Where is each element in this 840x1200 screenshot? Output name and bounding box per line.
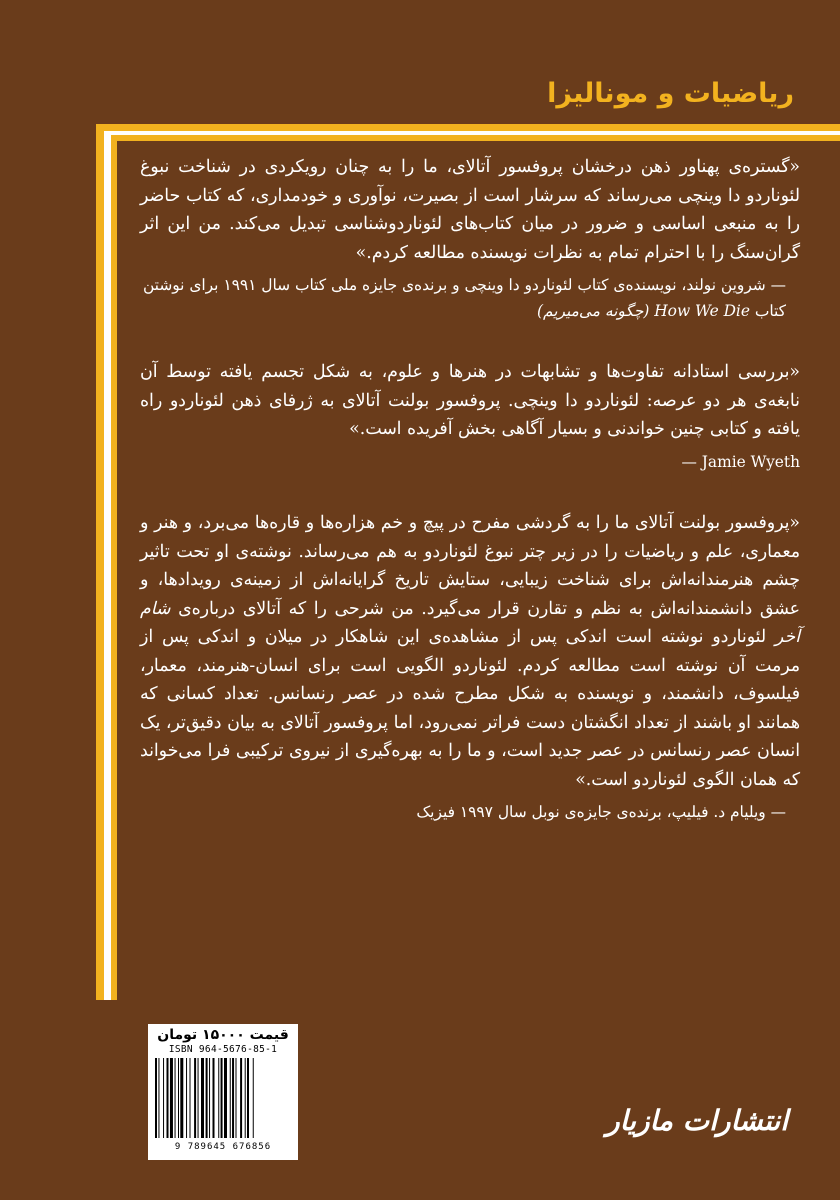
attribution-text: ویلیام د. فیلیپ، برنده‌ی جایزه‌ی نوبل سال ۱۹۹۷ فیزیک [416,803,766,821]
barcode-box [148,1024,298,1160]
frame-top-inner-gold-line [111,135,840,141]
attribution-text: Jamie Wyeth [701,452,800,471]
back-cover-blurbs [140,153,800,860]
blurb-quote: «گستره‌ی پهناور ذهن درخشان پروفسور آتالای، ما را به چنان رویکردی در شناخت نبوغ لئوناردو دا وینچی می‌رساند که سرشار است از بصیرت، نوآوری و خودمداری، که کتاب حاضر را به منبعی اساسی و ضرور در میان کتاب‌های لئوناردوشناسی تبدیل می‌کند. من این اثر گران‌سنگ را با احترام تمام به نظرات نویسنده مطالعه کردم.» [140,157,800,263]
blurb-attribution: — شروین نولند، نویسنده‌ی کتاب لئوناردو دا وینچی و برنده‌ی جایزه ملی کتاب سال ۱۹۹۱ برای نوشتن کتاب How We Die (چگونه می‌میریم) [142,276,786,320]
quote-part-1: «پروفسور بولنت آتالای ما را به گردشی مفرح در پیچ و خم هزاره‌ها و قاره‌ها می‌برد، و هنر و معماری، علم و ریاضیات را در زیر چتر نبوغ لئوناردو به هم می‌رساند. نوشته‌ی او تحت تاثیر چشم هنرمندانه‌اش برای شناخت زیبایی، ستایش تاریخ گرایانه‌اش از زمینه‌ی رویدادها، و عشق دانشمندانه‌اش به نظم و تقارن قرار می‌گیرد. من شرحی را که آتالای درباره‌ی [140,513,800,619]
blurb-attribution: — Jamie Wyeth [681,452,800,471]
blurb-quote [140,509,800,794]
frame-left-white-line [104,131,111,1000]
quote-part-2: لئوناردو نوشته است اندکی پس از مشاهده‌ی این شاهکار در میلان و اندکی پس از مرمت آن نوشته است مطالعه کردم. لئوناردو الگویی است برای انسان-هنرمند، معمار، فیلسوف، دانشمند، و نویسنده به شکل مطرح شده در عصر رنسانس. تعداد کسانی که همانند او باشند از تعداد انگشتان دست فراتر نمی‌رود، اما پروفسور آتالای به بیان دقیق‌تر، یک انسان عصر رنسانس در عصر جدید است، و ما را به بهره‌گیری از نیروی ترکیبی فرا می‌خواند که همان الگوی لئوناردو است.» [140,627,800,790]
attribution-text: شروین نولند، نویسنده‌ی کتاب لئوناردو دا وینچی و برنده‌ی جایزه ملی کتاب سال ۱۹۹۱ برای نوشتن کتاب [142,276,786,320]
frame-left-inner-gold-line [111,135,117,1000]
book-title-fa: (چگونه می‌میریم) [536,301,650,320]
price-label: قیمت ۱۵۰۰۰ تومان [157,1027,289,1043]
ean-number: 9 789645 676856 [174,1142,272,1152]
publisher-logo: انتشارات مازیار [606,1104,788,1137]
barcode-bars-icon [153,1058,293,1138]
quote-italic-title: شام آخر [140,598,801,647]
blurb-1 [140,153,800,324]
blurb-3 [140,509,800,826]
frame-left-gold-line [96,124,104,1000]
isbn-label: ISBN 964-5676-85-1 [168,1044,278,1055]
book-title: ریاضیات و مونالیزا [547,78,794,109]
blurb-attribution: — ویلیام د. فیلیپ، برنده‌ی جایزه‌ی نوبل سال ۱۹۹۷ فیزیک [416,803,786,821]
blurb-quote: «بررسی استادانه تفاوت‌ها و تشابهات در هنرها و علوم، به شکل تجسم یافته توسط آن نابغه‌ی هر دو عرصه: لئوناردو دا وینچی. پروفسور بولنت آتالای به ژرفای ذهن لئوناردو راه یافته و کتابی چنین خواندنی و بسیار آگاهی بخش آفریده است.» [140,362,800,439]
blurb-2 [140,358,800,475]
frame-top-gold-line [96,124,840,131]
book-title-en: How We Die [654,301,750,320]
